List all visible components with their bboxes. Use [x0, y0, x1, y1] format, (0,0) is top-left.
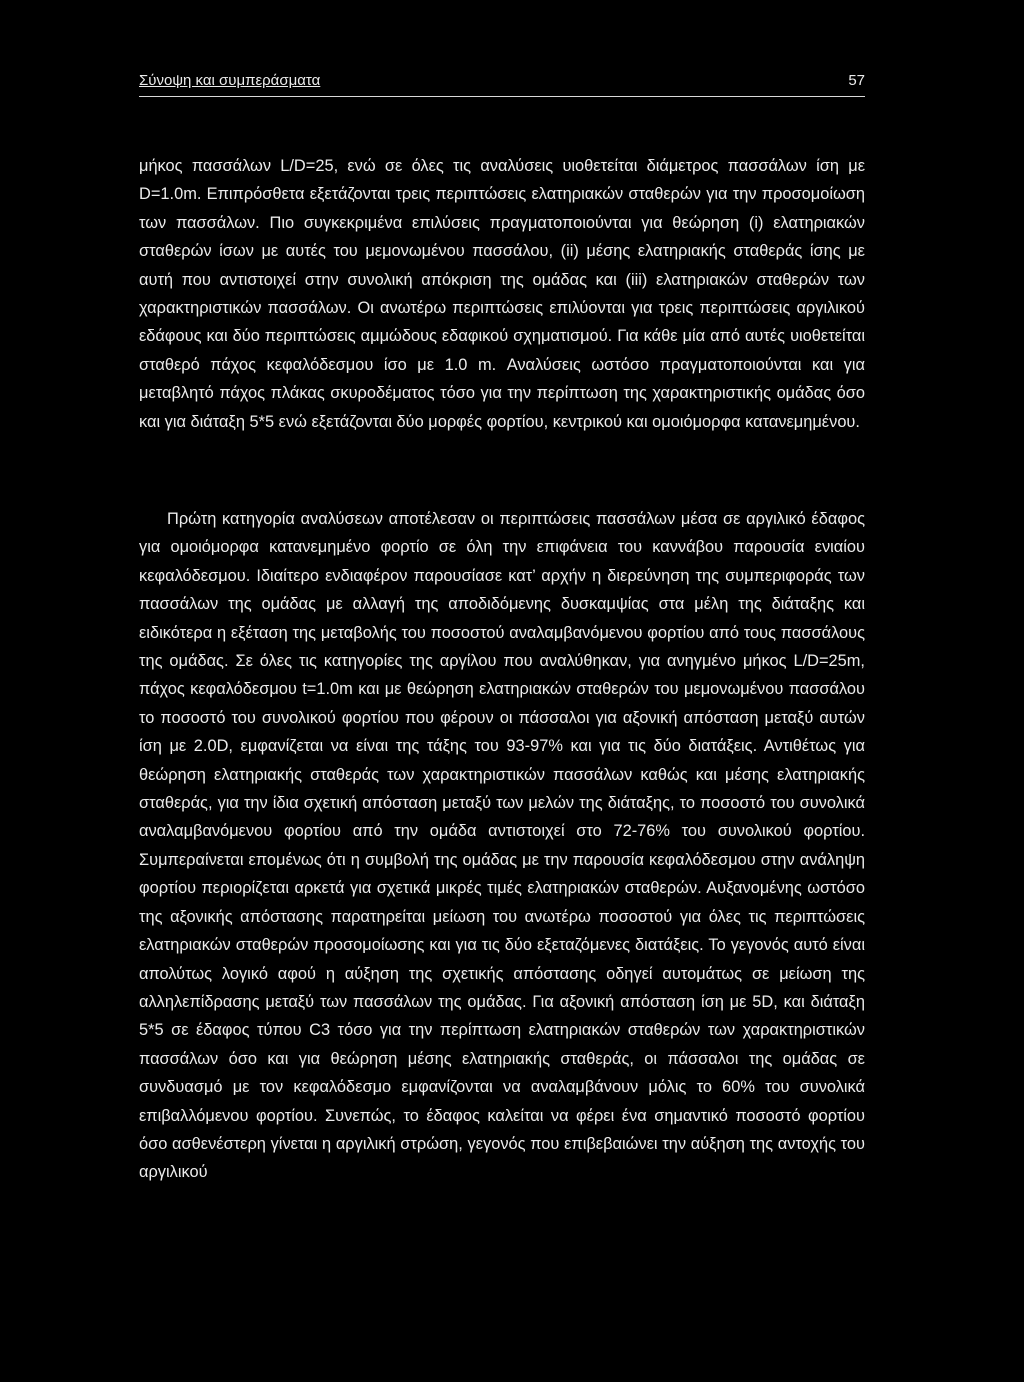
chapter-title: Σύνοψη και συμπεράσματα [139, 72, 321, 89]
document-page [139, 0, 865, 1382]
running-header [139, 72, 865, 97]
body-paragraph: Πρώτη κατηγορία αναλύσεων αποτέλεσαν οι περιπτώσεις πασσάλων μέσα σε αργιλικό έδαφος για ομοιόμορφα κατανεμημένο φορτίο σε όλη την επιφάνεια του καννάβου παρουσία ενιαίου κεφαλόδεσμου. Ιδιαίτερο ενδιαφέρον παρουσίασε κατ’ αρχήν η διερεύνηση της συμπεριφοράς των πασσάλων της ομάδας με αλλαγή της αποδιδόμενης δυσκαμψίας στα μέλη της διάταξης και ειδικότερα η εξέταση της μεταβολής του ποσοστού αναλαμβανόμενου φορτίου από τους πασσάλους της ομάδας. Σε όλες τις κατηγορίες της αργίλου που αναλύθηκαν, για ανηγμένο μήκος L/D=25m, πάχος κεφαλόδεσμου t=1.0m και με θεώρηση ελατηριακών σταθερών του μεμονωμένου πασσάλου το ποσοστό του συνολικού φορτίου που φέρουν οι πάσσαλοι για αξονική απόσταση μεταξύ αυτών ίση με 2.0D, εμφανίζεται να είναι της τάξης του 93-97% και για τις δύο διατάξεις. Αντιθέτως για θεώρηση ελατηριακής σταθεράς των χαρακτηριστικών πασσάλων καθώς και μέσης ελατηριακής σταθεράς, για την ίδια σχετική απόσταση μεταξύ των μελών της διάταξης, το ποσοστό του συνολικά αναλαμβανόμενου φορτίου από την ομάδα αντιστοιχεί στο 72-76% του συνολικού φορτίου. Συμπεραίνεται επομένως ότι η συμβολή της ομάδας με την παρουσία κεφαλόδεσμου στην ανάληψη φορτίου περιορίζεται αρκετά για σχετικά μικρές τιμές ελατηριακών σταθερών. Αυξανομένης ωστόσο της αξονικής απόστασης παρατηρείται μείωση του ανωτέρω ποσοστού για όλες τις περιπτώσεις ελατηριακών σταθερών προσομοίωσης και για τις δύο εξεταζόμενες διατάξεις. Το γεγονός αυτό είναι απολύτως λογικό αφού η αύξηση της σχετικής απόστασης οδηγεί αυτομάτως σε μείωση της αλληλεπίδρασης μεταξύ των πασσάλων της ομάδας. Για αξονική απόσταση ίση με 5D, και διάταξη 5*5 σε έδαφος τύπου C3 τόσο για την περίπτωση ελατηριακών σταθερών των χαρακτηριστικών πασσάλων όσο και για θεώρηση μέσης ελατηριακής σταθεράς, οι πάσσαλοι της ομάδας σε συνδυασμό με τον κεφαλόδεσμο εμφανίζονται να αναλαμβάνουν μόλις το 60% του συνολικά επιβαλλόμενου φορτίου. Συνεπώς, το έδαφος καλείται να φέρει ένα σημαντικό ποσοστό φορτίου όσο ασθενέστερη γίνεται η αργιλική στρώση, γεγονός που επιβεβαιώνει την αύξηση της αντοχής του αργιλικού [139, 510, 865, 1182]
page-number: 57 [848, 72, 865, 89]
body-paragraph: μήκος πασσάλων L/D=25, ενώ σε όλες τις αναλύσεις υιοθετείται διάμετρος πασσάλων ίση με D=1.0m. Επιπρόσθετα εξετάζονται τρεις περιπτώσεις ελατηριακών σταθερών για την προσομοίωση των πασσάλων. Πιο συγκεκριμένα επιλύσεις πραγματοποιούνται για θεώρηση (i) ελατηριακών σταθερών ίσων με αυτές του μεμονωμένου πασσάλου, (ii) μέσης ελατηριακής σταθεράς ίσης με αυτή που αντιστοιχεί στην συνολική απόκριση της ομάδας και (iii) ελατηριακών σταθερών των χαρακτηριστικών πασσάλων. Οι ανωτέρω περιπτώσεις επιλύονται για τρεις περιπτώσεις αργιλικού εδάφους και δύο περιπτώσεις αμμώδους εδαφικού σχηματισμού. Για κάθε μία από αυτές υιοθετείται σταθερό πάχος κεφαλόδεσμου ίσο με 1.0 m. Αναλύσεις ωστόσο πραγματοποιούνται και για μεταβλητό πάχος πλάκας σκυροδέματος τόσο για την περίπτωση της χαρακτηριστικής ομάδας όσο και για διάταξη 5*5 ενώ εξετάζονται δύο μορφές φορτίου, κεντρικού και ομοιόμορφα κατανεμημένου. [139, 157, 865, 431]
